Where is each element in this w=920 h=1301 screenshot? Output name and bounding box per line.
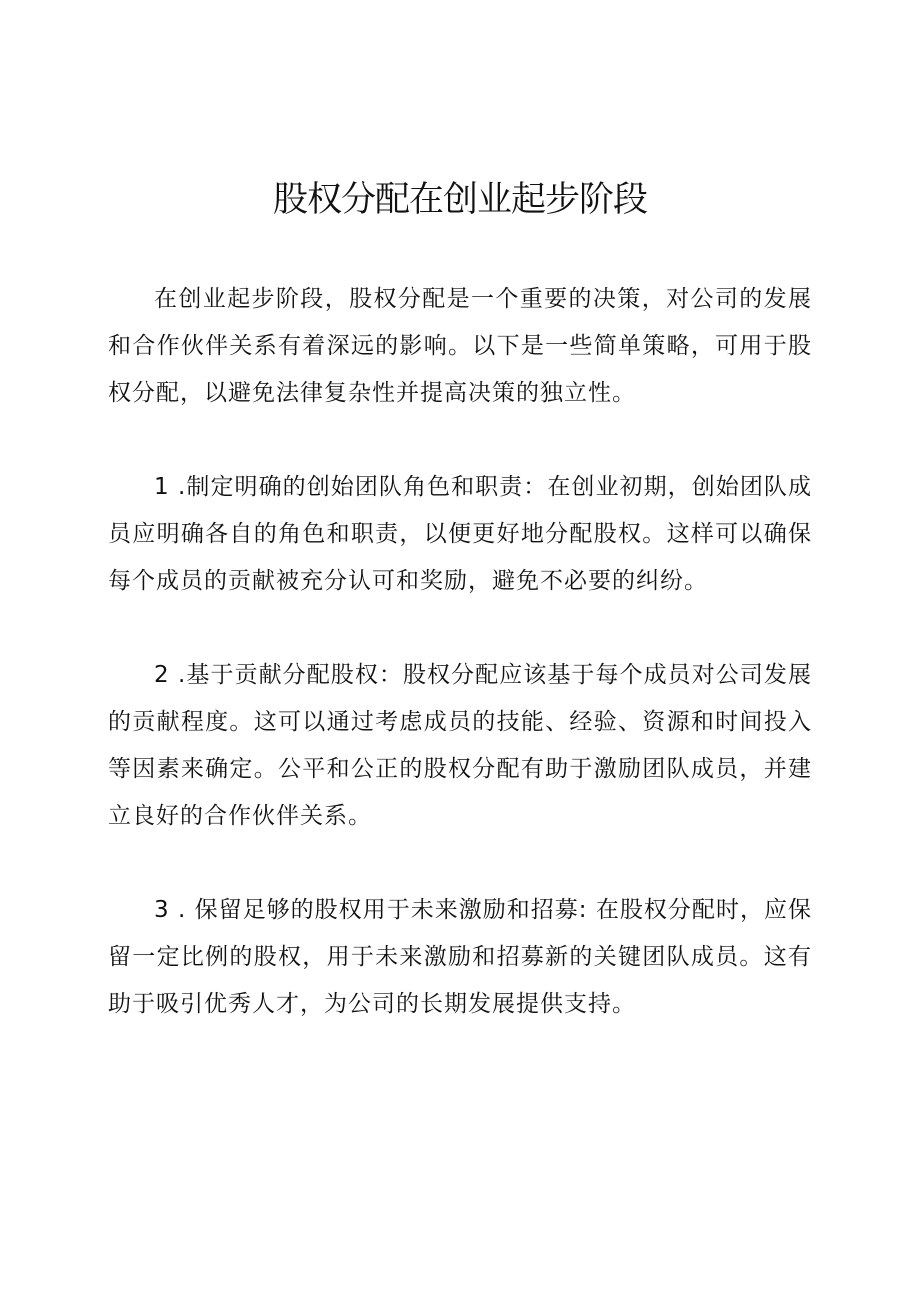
strategy-paragraph-1: 1 .制定明确的创始团队角色和职责：在创业初期，创始团队成员应明确各自的角色和职责，以便更好地分配股权。这样可以确保每个成员的贡献被充分认可和奖励，避免不必要的纠纷。	[108, 474, 812, 594]
intro-paragraph: 在创业起步阶段，股权分配是一个重要的决策，对公司的发展和合作伙伴关系有着深远的影响。以下是一些简单策略，可用于股权分配，以避免法律复杂性并提高决策的独立性。	[108, 286, 812, 406]
strategy-paragraph-3: 3 . 保留足够的股权用于未来激励和招募: 在股权分配时，应保留一定比例的股权，用于未来激励和招募新的关键团队成员。这有助于吸引优秀人才，为公司的长期发展提供支持。	[108, 897, 812, 1017]
strategy-paragraph-2: 2 .基于贡献分配股权：股权分配应该基于每个成员对公司发展的贡献程度。这可以通过考虑成员的技能、经验、资源和时间投入等因素来确定。公平和公正的股权分配有助于激励团队成员，并建立良好的合作伙伴关系。	[108, 662, 812, 829]
document-title: 股权分配在创业起步阶段	[272, 180, 647, 220]
